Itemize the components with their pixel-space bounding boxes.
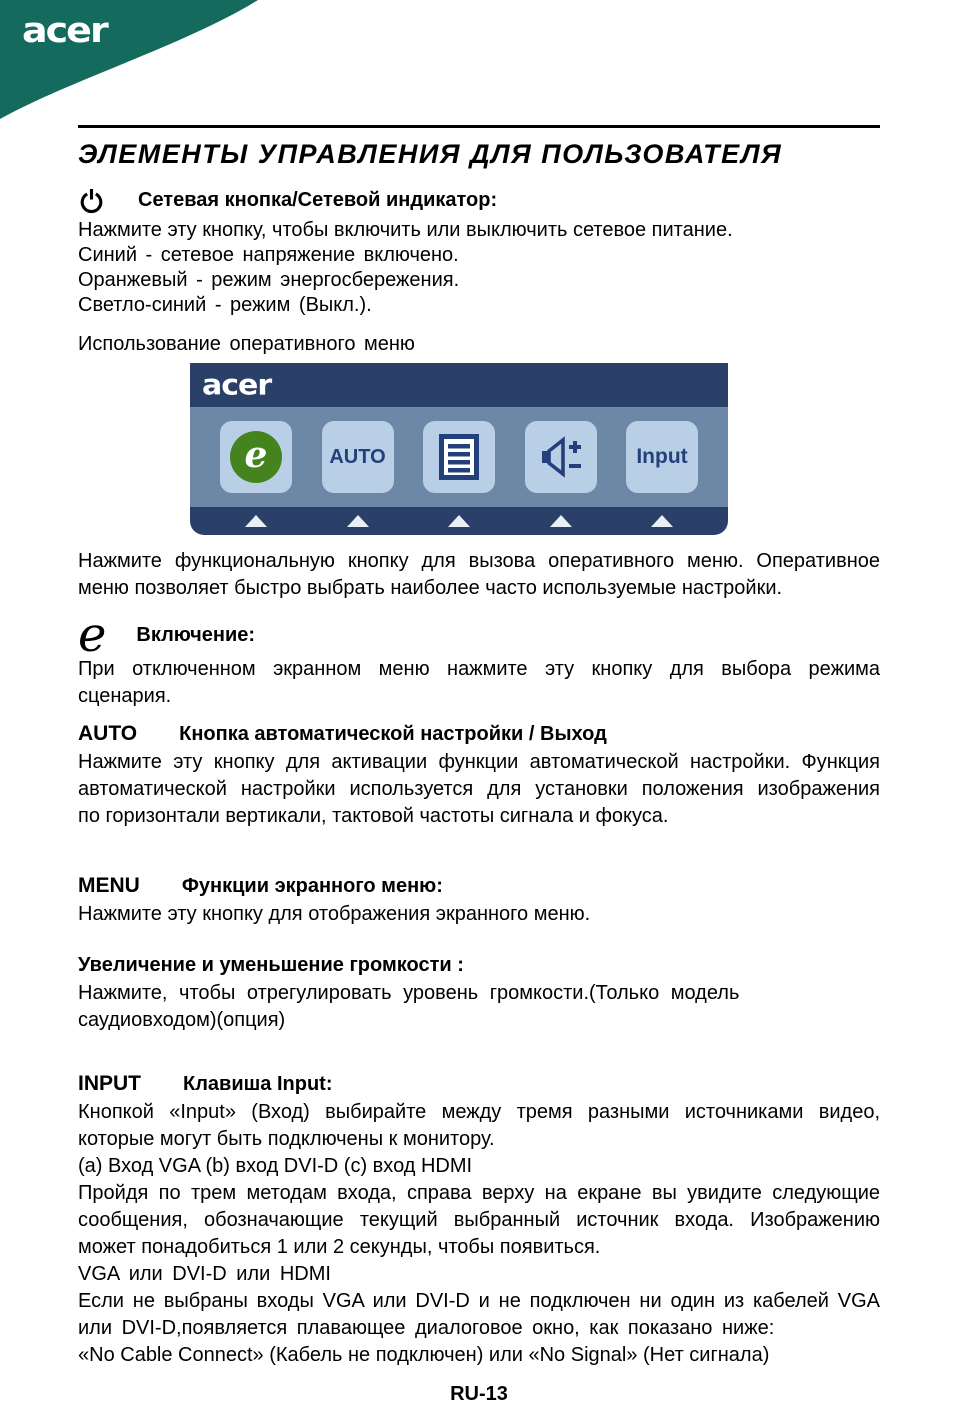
body-line: может понадобиться 1 или 2 секунды, чтобы появиться. <box>78 1236 601 1258</box>
panel-top-band <box>190 363 728 407</box>
body-line: Оранжевый - режим энергосбережения. <box>78 269 460 291</box>
input-section-label: INPUT <box>78 1072 141 1095</box>
body-line: которые могут быть подключены к монитору. <box>78 1128 495 1150</box>
auto-button-label: AUTO <box>329 445 386 468</box>
body-line: или DVI-D,появляется плавающее диалоговое окно, как показано ниже: <box>78 1317 775 1339</box>
panel-arrow-band <box>190 507 728 535</box>
panel-button-band <box>190 407 728 507</box>
title-rule <box>78 125 880 128</box>
page-title: ЭЛЕМЕНТЫ УПРАВЛЕНИЯ ДЛЯ ПОЛЬЗОВАТЕЛЯ <box>78 139 783 169</box>
menu-osd-icon <box>439 434 479 480</box>
body-line: Светло-синий - режим (Выкл.). <box>78 294 372 316</box>
power-heading: Сетевая кнопка/Сетевой индикатор: <box>138 188 498 211</box>
volume-button <box>525 421 597 493</box>
volume-section <box>78 954 880 1034</box>
power-icon <box>78 186 105 214</box>
up-arrow-icon <box>347 515 369 527</box>
menu-section-label: MENU <box>78 874 140 897</box>
empowering-heading-row <box>78 607 880 663</box>
power-heading-row <box>78 186 880 214</box>
input-section-heading: Клавиша Input: <box>183 1073 333 1095</box>
quick-menu-usage-line: Использование оперативного меню <box>78 333 415 355</box>
input-button-label: Input <box>636 445 688 468</box>
body-line: При отключенном экранном меню нажмите эту кнопку для выбора режима <box>78 658 880 680</box>
body-line: Нажмите эту кнопку, чтобы включить или выключить сетевое питание. <box>78 219 733 241</box>
body-line: Нажмите функциональную кнопку для вызова оперативного меню. Оперативное <box>78 550 880 572</box>
up-arrow-icon <box>448 515 470 527</box>
body-line: сценария. <box>78 685 172 707</box>
up-arrow-icon <box>245 515 267 527</box>
body-line: по горизонтали вертикали, тактовой частоты сигнала и фокуса. <box>78 805 669 827</box>
body-line: Нажмите эту кнопку для активации функции автоматической настройки. Функция <box>78 751 880 773</box>
auto-section-label: AUTO <box>78 722 138 745</box>
volume-section-heading: Увеличение и уменьшение громкости : <box>78 954 464 976</box>
auto-section <box>78 722 880 830</box>
empowering-e-icon: e <box>78 607 107 663</box>
up-arrow-icon <box>550 515 572 527</box>
body-line: VGA или DVI-D или HDMI <box>78 1263 331 1285</box>
menu-button <box>423 421 495 493</box>
volume-icon <box>538 435 584 479</box>
body-line: саудиовходом)(опция) <box>78 1009 286 1031</box>
empowering-button <box>220 421 292 493</box>
body-line: Пройдя по трем методам входа, справа верху на екране вы увидите следующие <box>78 1182 880 1204</box>
up-arrow-icon <box>651 515 673 527</box>
page-number: RU-13 <box>450 1383 508 1405</box>
quick-menu-panel-image <box>190 363 728 535</box>
body-line: «No Cable Connect» (Кабель не подключен) или «No Signal» (Нет сигнала) <box>78 1344 770 1366</box>
body-line: Кнопкой «Input» (Вход) выбирайте между тремя разными источниками видео, <box>78 1101 880 1123</box>
input-button <box>626 421 698 493</box>
body-line: автоматической настройки используется для установки положения изображения <box>78 778 880 800</box>
body-line: (a) Вход VGA (b) вход DVI-D (c) вход HDMI <box>78 1155 473 1177</box>
body-line: Если не выбраны входы VGA или DVI-D и не подключен ни один из кабелей VGA <box>78 1290 880 1312</box>
empowering-e-icon: e <box>230 431 282 483</box>
acer-logo: acer <box>22 9 107 51</box>
auto-button <box>322 421 394 493</box>
body-line: Нажмите, чтобы отрегулировать уровень громкости.(Только модель <box>78 982 740 1004</box>
body-line: Нажмите эту кнопку для отображения экранного меню. <box>78 903 591 925</box>
body-line: Синий - сетевое напряжение включено. <box>78 244 459 266</box>
empowering-heading: Включение: <box>136 623 256 646</box>
input-section <box>78 1072 880 1369</box>
page-header <box>0 0 954 125</box>
body-line: меню позволяет быстро выбрать наиболее часто используемые настройки. <box>78 577 783 599</box>
auto-section-heading: Кнопка автоматической настройки / Выход <box>179 723 607 745</box>
body-line: сообщения, обозначающие текущий выбранный источник входа. Изображению <box>78 1209 880 1231</box>
panel-acer-logo: acer <box>202 368 272 402</box>
menu-section <box>78 874 880 928</box>
menu-section-heading: Функции экранного меню: <box>181 875 443 897</box>
